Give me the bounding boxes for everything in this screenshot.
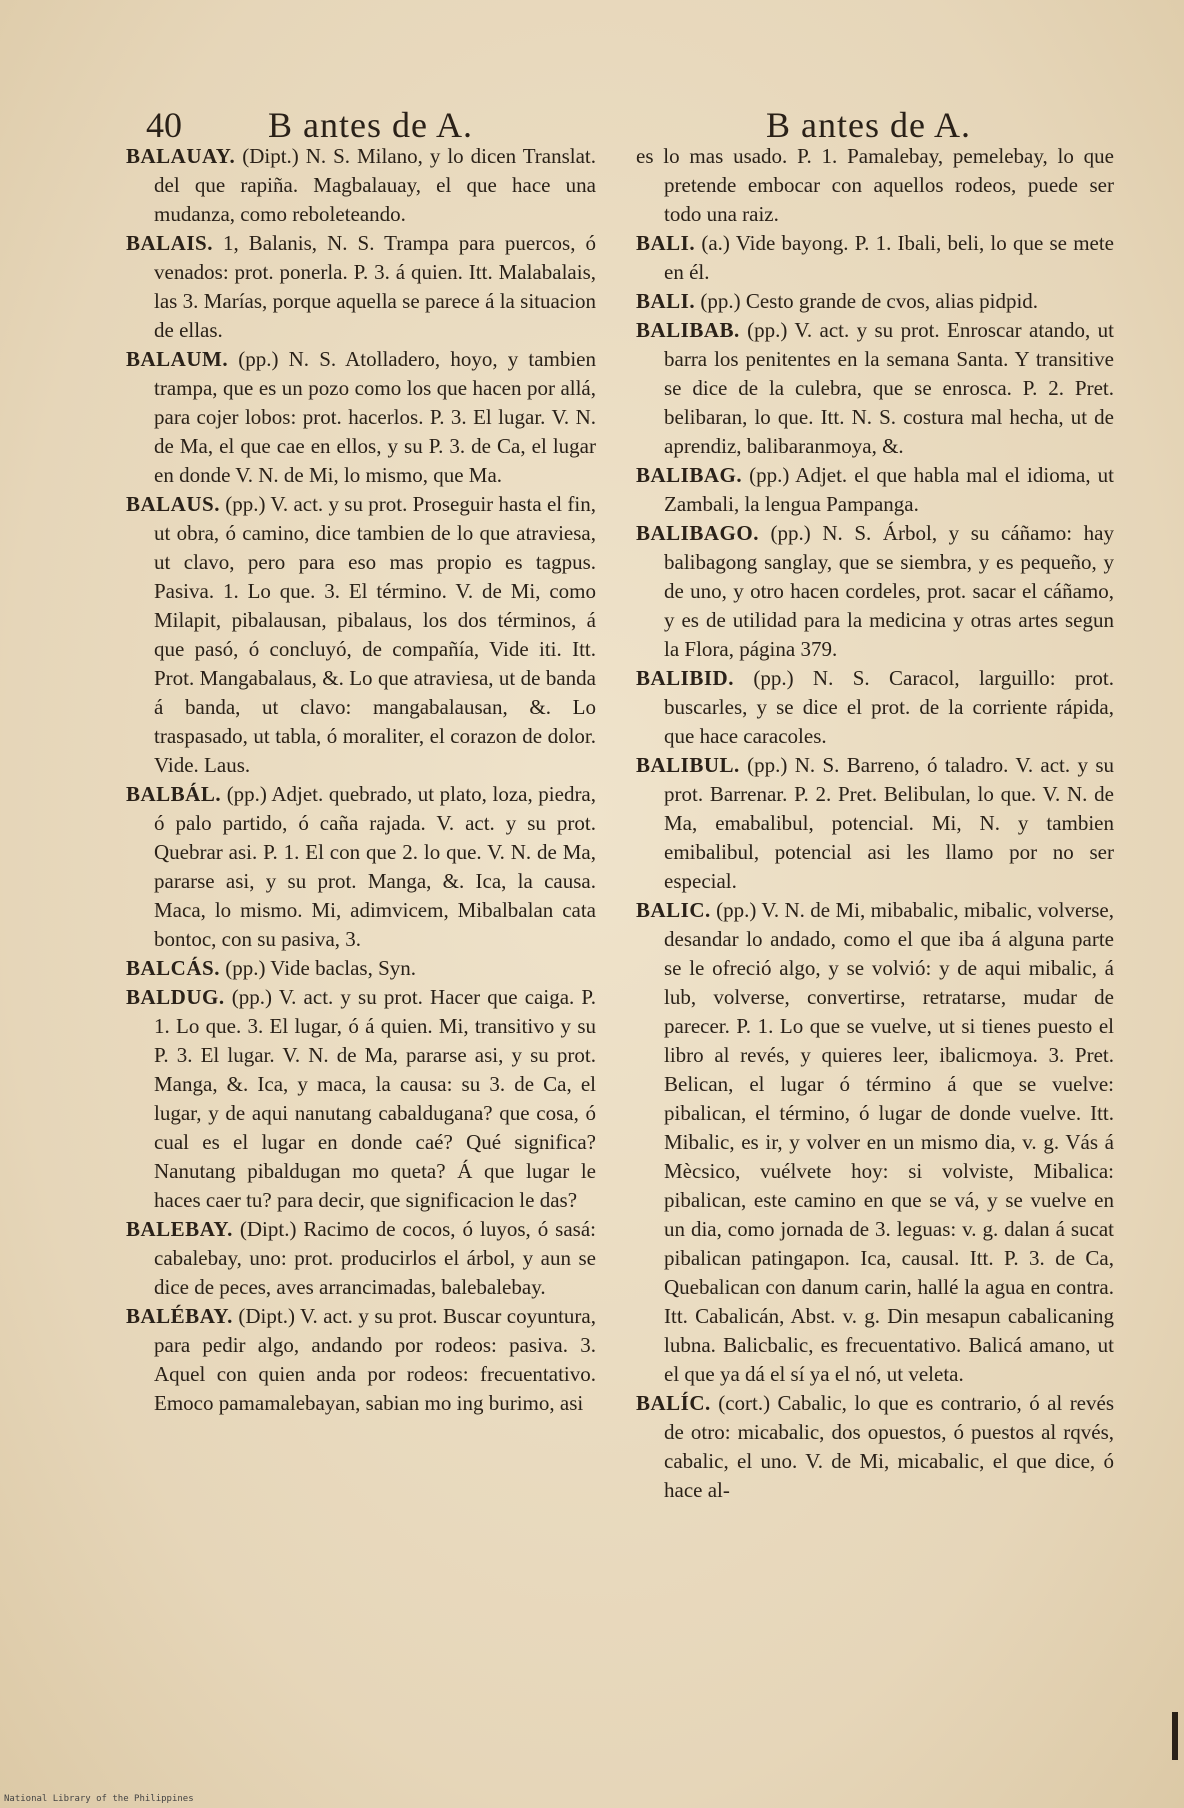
entry-text: (Dipt.) Racimo de cocos, ó luyos, ó sasá: cabalebay, uno: prot. producirlos el árbol, y aun se dice de peces, aves arrancimadas, balebalebay. <box>154 1217 596 1299</box>
entry-text: (a.) Vide bayong. P. 1. Ibali, beli, lo que se mete en él. <box>664 231 1115 284</box>
entry-text: (Dipt.) V. act. y su prot. Buscar coyuntura, para pedir algo, andando por rodeos: pasiva. 3. Aquel con quien anda por rodeos: frecuentativo. Emoco pamamalebayan, sabian mo ing burimo, asi <box>154 1304 596 1415</box>
entry-headword: BALÍC. <box>636 1391 711 1415</box>
dictionary-entry <box>636 229 1114 287</box>
page-header <box>0 104 1184 146</box>
entry-text: (pp.) V. N. de Mi, mibabalic, mibalic, volverse, desandar lo andado, como el que iba á alguna parte se le ofreció algo, y se volvió: y de aqui mibalic, á lub, volverse, convertirse, retratarse, mudar de parecer. P. 1. Lo que se vuelve, ut si tienes puesto el libro al revés, y quieres leer, ibalicmoya. 3. Pret. Belican, el lugar ó término á que se vuelve: pibalican, el término, ó lugar de donde vuelve. Itt. Mibalic, es ir, y volver en un mismo dia, v. g. Vás á Mècsico, vuélvete hoy: si volviste, Mibalica: pibalican, este camino en que se vá, y se vuelve en un dia, como jornada de 3. leguas: v. g. dalan á sucat pibalican patingapon. Ica, causal. Itt. P. 3. de Ca, Quebalican con danum carin, hallé la agua en contra. Itt. Cabalicán, Abst. v. g. Din mesapun cabalicaning lubna. Balicbalic, es frecuentativo. Balicá amano, ut el que ya dá el sí ya el nó, ut veleta. <box>664 898 1114 1386</box>
dictionary-entry <box>126 1215 596 1302</box>
dictionary-entry <box>126 780 596 954</box>
entry-text: (pp.) Adjet. quebrado, ut plato, loza, piedra, ó palo partido, ó caña rajada. V. act. y su prot. Quebrar asi. P. 1. El con que 2. lo que. V. N. de Ma, pararse asi, y su prot. Manga, &. Ica, la causa. Maca, lo mismo. Mi, adimvicem, Mibalbalan cata bontoc, con su pasiva, 3. <box>154 782 597 951</box>
library-footer: National Library of the Philippines <box>4 1794 194 1804</box>
dictionary-entry <box>126 229 596 345</box>
dictionary-entry <box>636 316 1114 461</box>
dictionary-entry <box>636 896 1114 1389</box>
page-edge-mark <box>1172 1712 1178 1760</box>
entry-headword: BALBÁL. <box>126 782 222 806</box>
dictionary-entry <box>126 345 596 490</box>
entry-headword: BALIBAB. <box>636 318 740 342</box>
entry-text: (pp.) V. act. y su prot. Hacer que caiga. P. 1. Lo que. 3. El lugar, ó á quien. Mi, transitivo y su P. 3. El lugar. V. N. de Ma, pararse asi, y su prot. Manga, &. Ica, y maca, la causa: su 3. de Ca, el lugar, y de aqui nanutang cabaldugana? que cosa, ó cual es el lugar en donde caé? Qué significa? Nanutang pibaldugan mo queta? Á que lugar le haces caer tu? para decir, que significacion le das? <box>154 985 596 1212</box>
left-column <box>126 142 596 1418</box>
entry-headword: BALAUM. <box>126 347 229 371</box>
entry-text: (Dipt.) N. S. Milano, y lo dicen Translat. del que rapiña. Magbalauay, el que hace una mudanza, como reboleteando. <box>154 144 597 226</box>
entry-headword: BALIBUL. <box>636 753 740 777</box>
entry-text: (pp.) Vide baclas, Syn. <box>225 956 417 980</box>
entry-headword: BALIBAG. <box>636 463 743 487</box>
entry-text: es lo mas usado. P. 1. Pamalebay, pemelebay, lo que pretende embocar con aquellos rodeos, puede ser todo una raiz. <box>636 144 1114 226</box>
entry-text: (pp.) N. S. Atolladero, hoyo, y tambien trampa, que es un pozo como los que hacen por allá, para cojer lobos: prot. hacerlos. P. 3. El lugar. V. N. de Ma, el que cae en ellos, y su P. 3. de Ca, el lugar en donde V. N. de Mi, lo mismo, que Ma. <box>154 347 597 487</box>
entry-text: (pp.) N. S. Barreno, ó taladro. V. act. y su prot. Barrenar. P. 2. Pret. Belibulan, lo que. V. N. de Ma, emabalibul, potencial. Mi, N. y tambien emibalibul, potencial asi les llamo por no ser especial. <box>664 753 1115 893</box>
entry-text: (cort.) Cabalic, lo que es contrario, ó al revés de otro: micabalic, dos opuestos, ó puestos al rqvés, cabalic, el uno. V. de Mi, micabalic, el que dice, ó hace al- <box>664 1391 1114 1502</box>
entry-text: (pp.) V. act. y su prot. Proseguir hasta el fin, ut obra, ó camino, dice tambien de lo que atraviesa, ut clavo, pero para eso mas propio es tagpus. Pasiva. 1. Lo que. 3. El término. V. de Mi, como Milapit, pibalausan, pibalaus, los dos términos, á que pasó, ó concluyó, de compañía, Vide iti. Itt. Prot. Mangabalaus, &. Lo que atraviesa, ut de banda á banda, ut clavo: mangabalausan, &. Lo traspasado, ut tabla, ó moraliter, el corazon de dolor. Vide. Laus. <box>154 492 596 777</box>
entry-headword: BALEBAY. <box>126 1217 233 1241</box>
entry-headword: BALAIS. <box>126 231 213 255</box>
page-number: 40 <box>146 105 182 145</box>
entry-headword: BALIC. <box>636 898 711 922</box>
entry-text: 1, Balanis, N. S. Trampa para puercos, ó venados: prot. ponerla. P. 3. á quien. Itt. Malabalais, las 3. Marías, porque aquella se parece á la situacion de ellas. <box>154 231 596 342</box>
running-head-right: B antes de A. <box>766 105 971 145</box>
entry-headword: BALÉBAY. <box>126 1304 233 1328</box>
dictionary-entry <box>126 954 596 983</box>
entry-text: (pp.) N. S. Árbol, y su cáñamo: hay balibagong sanglay, que se siembra, y es pequeño, y de uno, y otro hacen cordeles, prot. sacar el cáñamo, y es de utilidad para la medicina y otras artes segun la Flora, página 379. <box>664 521 1114 661</box>
entry-text: (pp.) N. S. Caracol, larguillo: prot. buscarles, y se dice el prot. de la corriente rápida, que hace caracoles. <box>664 666 1115 748</box>
dictionary-entry <box>636 664 1114 751</box>
dictionary-entry <box>636 751 1114 896</box>
entry-headword: BALAUAY. <box>126 144 236 168</box>
right-column <box>636 142 1114 1505</box>
entry-text: (pp.) Adjet. el que habla mal el idioma, ut Zambali, la lengua Pampanga. <box>664 463 1114 516</box>
dictionary-entry <box>636 519 1114 664</box>
dictionary-entry <box>126 142 596 229</box>
dictionary-entry <box>126 983 596 1215</box>
dictionary-entry <box>636 1389 1114 1505</box>
entry-text: (pp.) Cesto grande de cvos, alias pidpid. <box>700 289 1039 313</box>
entry-headword: BALDUG. <box>126 985 225 1009</box>
dictionary-entry <box>636 461 1114 519</box>
running-head-left: B antes de A. <box>268 105 473 145</box>
entry-headword: BALI. <box>636 231 696 255</box>
entry-headword: BALAUS. <box>126 492 220 516</box>
entry-headword: BALIBAGO. <box>636 521 759 545</box>
entry-headword: BALIBID. <box>636 666 734 690</box>
dictionary-entry <box>126 1302 596 1418</box>
dictionary-entry <box>636 287 1114 316</box>
dictionary-entry-continued <box>636 142 1114 229</box>
dictionary-entry <box>126 490 596 780</box>
entry-headword: BALCÁS. <box>126 956 220 980</box>
entry-text: (pp.) V. act. y su prot. Enroscar atando, ut barra los penitentes en la semana Santa. Y transitive se dice de la culebra, que se enrosca. P. 2. Pret. belibaran, lo que. Itt. N. S. costura mal hecha, ut de aprendiz, balibaranmoya, &. <box>664 318 1114 458</box>
entry-headword: BALI. <box>636 289 696 313</box>
